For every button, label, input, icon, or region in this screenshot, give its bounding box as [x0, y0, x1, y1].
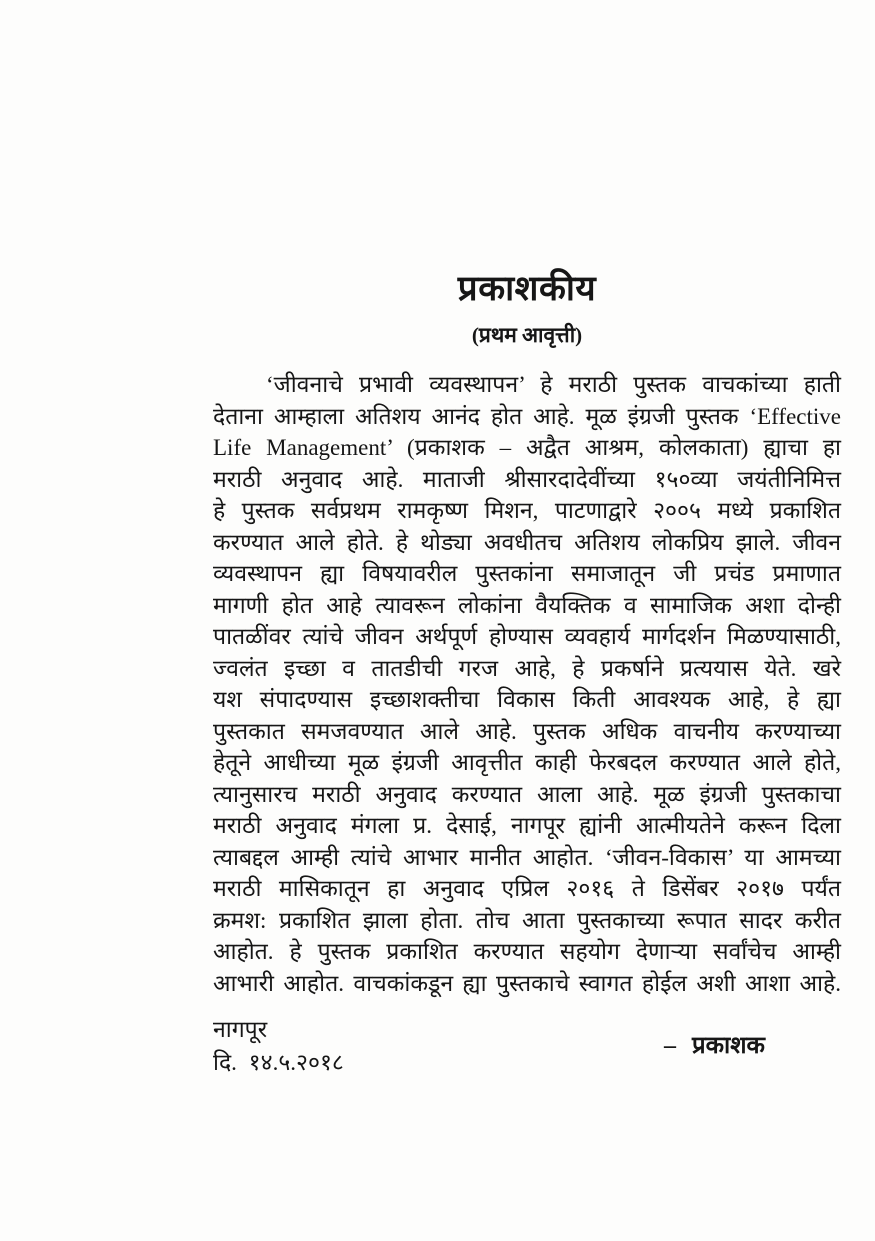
body-line: Life Management’ (प्रकाशक – अद्वैत आश्रम, कोलकाता) ह्याचा हा	[213, 435, 841, 460]
body-line: आभारी आहोत. वाचकांकडून ह्या पुस्तकाचे स्वागत होईल अशी आशा आहे.	[213, 970, 841, 996]
body-line: आहोत. हे पुस्तक प्रकाशित करण्यात सहयोग देणाऱ्या सर्वांचेच आम्ही	[213, 939, 841, 964]
publisher-note-body	[213, 369, 841, 999]
page-title: प्रकाशकीय	[457, 269, 597, 308]
body-line: मागणी होत आहे त्यावरून लोकांना वैयक्तिक व सामाजिक अशा दोन्ही	[213, 592, 841, 618]
edition-note: (प्रथम आवृत्ती)	[471, 323, 583, 347]
body-line: पुस्तकात समजवण्यात आले आहे. पुस्तक अधिक वाचनीय करण्याच्या	[213, 718, 841, 744]
body-line: क्रमश: प्रकाशित झाला होता. तोच आता पुस्तकाच्या रूपात सादर करीत	[213, 907, 841, 933]
body-line: करण्यात आले होते. हे थोड्या अवधीतच अतिशय लोकप्रिय झाले. जीवन	[213, 529, 841, 555]
body-line: यश संपादण्यास इच्छाशक्तीचा विकास किती आवश्यक आहे, हे ह्या	[213, 687, 841, 712]
page-content	[213, 268, 841, 1079]
body-line: पातळींवर त्यांचे जीवन अर्थपूर्ण होण्यास व्यवहार्य मार्गदर्शन मिळण्यासाठी,	[213, 624, 841, 649]
page-footer	[213, 1013, 841, 1079]
body-line: व्यवस्थापन ह्या विषयावरील पुस्तकांना समाजातून जी प्रचंड प्रमाणात	[213, 561, 841, 586]
body-line: देताना आम्हाला अतिशय आनंद होत आहे. मूळ इंग्रजी पुस्तक ‘Effective	[213, 403, 841, 429]
body-line: मराठी अनुवाद आहे. माताजी श्रीसारदादेवींच्या १५०व्या जयंतीनिमित्त	[213, 466, 841, 492]
body-line: हे पुस्तक सर्वप्रथम रामकृष्ण मिशन, पाटणाद्वारे २००५ मध्ये प्रकाशित	[213, 498, 841, 523]
body-line: ‘जीवनाचे प्रभावी व्यवस्थापन’ हे मराठी पुस्तक वाचकांच्या हाती	[266, 372, 841, 397]
body-line: मराठी अनुवाद मंगला प्र. देसाई, नागपूर ह्यांनी आत्मीयतेने करून दिला	[213, 813, 841, 838]
body-line: ज्वलंत इच्छा व तातडीची गरज आहे, हे प्रकर्षाने प्रत्ययास येते. खरे	[213, 655, 841, 681]
footer-date: दि. १४.५.२०१८	[213, 1050, 344, 1075]
footer-place: नागपूर	[213, 1017, 268, 1042]
body-line: हेतूने आधीच्या मूळ इंग्रजी आवृत्तीत काही फेरबदल करण्यात आले होते,	[213, 750, 841, 775]
body-line: त्यानुसारच मराठी अनुवाद करण्यात आला आहे. मूळ इंग्रजी पुस्तकाचा	[213, 781, 841, 807]
body-line: त्याबद्दल आम्ही त्यांचे आभार मानीत आहोत. ‘जीवन-विकास’ या आमच्या	[213, 844, 841, 870]
publisher-signature: – प्रकाशक	[663, 1033, 765, 1059]
body-line: मराठी मासिकातून हा अनुवाद एप्रिल २०१६ ते डिसेंबर २०१७ पर्यंत	[213, 876, 841, 901]
